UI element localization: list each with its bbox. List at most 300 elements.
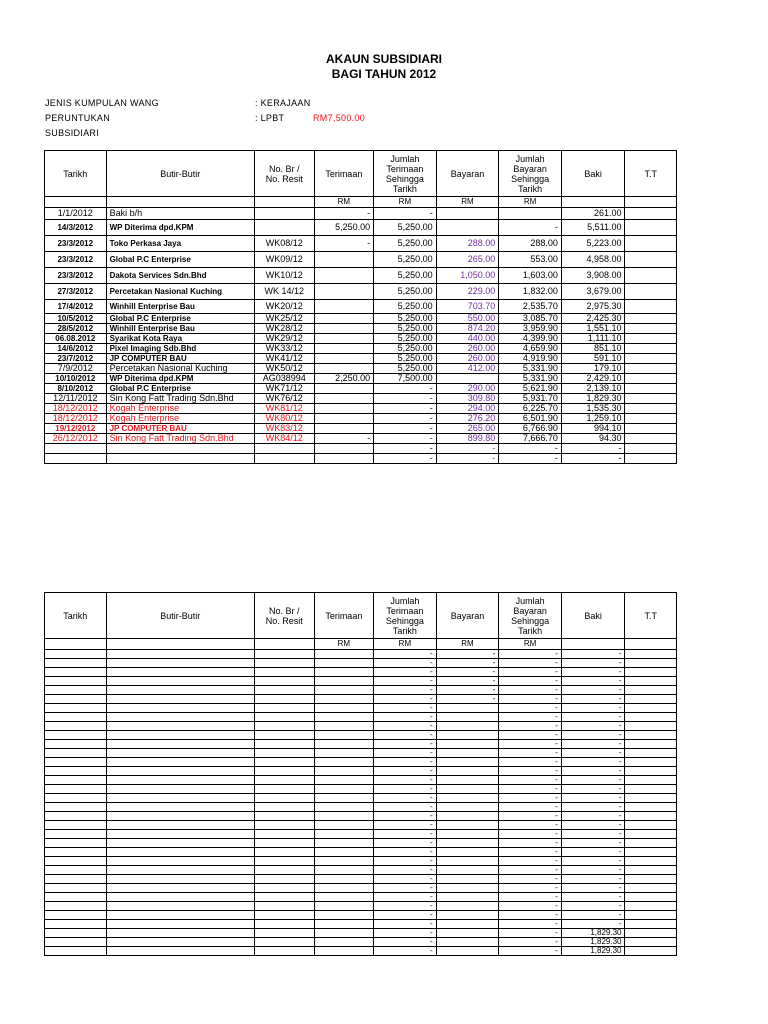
cell-baki: - <box>561 785 625 794</box>
cell-terimaan <box>314 334 374 344</box>
cell-baki: - <box>561 857 625 866</box>
cell-jumlah-bayaran: 1,832.00 <box>499 284 562 300</box>
cell-tarikh <box>45 803 107 812</box>
cell-bayaran <box>436 722 499 731</box>
rm-blank <box>254 639 314 650</box>
cell-bayaran <box>436 839 499 848</box>
cell-butir <box>106 713 254 722</box>
cell-butir <box>106 812 254 821</box>
cell-jumlah-bayaran: - <box>499 767 562 776</box>
cell-tarikh <box>45 686 107 695</box>
cell-bayaran: 874.20 <box>436 324 499 334</box>
table-row <box>45 300 677 314</box>
cell-jumlah-terimaan: 5,250.00 <box>374 284 437 300</box>
cell-baki: 1,111.10 <box>561 334 625 344</box>
cell-terimaan <box>314 785 374 794</box>
cell-jumlah-terimaan: - <box>374 866 437 875</box>
cell-butir: WP Diterima dpd.KPM <box>106 220 254 236</box>
cell-jumlah-bayaran: - <box>499 911 562 920</box>
col-resit-header <box>254 593 314 639</box>
cell-tt <box>625 364 677 374</box>
cell-tarikh <box>45 668 107 677</box>
page-title-line1: AKAUN SUBSIDIARI <box>325 52 442 66</box>
cell-jumlah-terimaan: - <box>374 812 437 821</box>
cell-resit: WK09/12 <box>254 252 314 268</box>
cell-terimaan: 2,250.00 <box>314 374 374 384</box>
cell-terimaan <box>314 314 374 324</box>
cell-tarikh <box>45 938 107 947</box>
jt-line1: Jumlah <box>390 153 420 164</box>
cell-jumlah-bayaran: - <box>499 947 562 956</box>
cell-tt <box>625 911 677 920</box>
cell-jumlah-bayaran: - <box>499 650 562 659</box>
cell-jumlah-bayaran: 4,919.90 <box>499 354 562 364</box>
cell-tt <box>625 384 677 394</box>
table-row <box>45 704 677 713</box>
cell-butir: Sin Kong Fatt Trading Sdn.Bhd <box>106 394 254 404</box>
cell-bayaran: - <box>436 444 499 454</box>
cell-resit <box>254 857 314 866</box>
cell-baki: - <box>561 884 625 893</box>
cell-tarikh: 06.08.2012 <box>45 334 107 344</box>
table-row <box>45 404 677 414</box>
cell-jumlah-bayaran: 4,659.90 <box>499 344 562 354</box>
cell-terimaan <box>314 364 374 374</box>
cell-jumlah-bayaran: - <box>499 659 562 668</box>
cell-terimaan <box>314 677 374 686</box>
cell-bayaran <box>436 758 499 767</box>
table-row <box>45 414 677 424</box>
cell-butir: Syarikat Kota Raya <box>106 334 254 344</box>
cell-jumlah-bayaran: 288.00 <box>499 236 562 252</box>
cell-tarikh <box>45 749 107 758</box>
cell-tarikh <box>45 740 107 749</box>
cell-baki: - <box>561 812 625 821</box>
cell-terimaan <box>314 857 374 866</box>
table-row <box>45 252 677 268</box>
cell-jumlah-terimaan: - <box>374 704 437 713</box>
rm-unit: RM <box>436 639 499 650</box>
cell-terimaan <box>314 794 374 803</box>
cell-jumlah-bayaran: 5,931.70 <box>499 394 562 404</box>
cell-tarikh: 8/10/2012 <box>45 384 107 394</box>
cell-tt <box>625 414 677 424</box>
cell-resit <box>254 208 314 220</box>
cell-baki: 591.10 <box>561 354 625 364</box>
rm-blank <box>625 197 677 208</box>
rm-blank <box>561 197 625 208</box>
table-row <box>45 384 677 394</box>
cell-baki: 1,829.30 <box>561 938 625 947</box>
col-terimaan-header: Terimaan <box>314 593 374 639</box>
rm-blank <box>45 639 107 650</box>
cell-tt <box>625 722 677 731</box>
cell-jumlah-terimaan: - <box>374 875 437 884</box>
cell-resit <box>254 767 314 776</box>
table-row <box>45 749 677 758</box>
cell-tt <box>625 830 677 839</box>
cell-bayaran <box>436 220 499 236</box>
cell-terimaan <box>314 444 374 454</box>
cell-butir <box>106 776 254 785</box>
cell-butir <box>106 920 254 929</box>
cell-terimaan <box>314 848 374 857</box>
cell-tt <box>625 767 677 776</box>
cell-jumlah-bayaran: - <box>499 677 562 686</box>
cell-tt <box>625 444 677 454</box>
table-row <box>45 208 677 220</box>
cell-butir <box>106 839 254 848</box>
table-row <box>45 444 677 454</box>
rm-blank <box>45 197 107 208</box>
cell-bayaran: 412.00 <box>436 364 499 374</box>
cell-tt <box>625 839 677 848</box>
cell-jumlah-bayaran: - <box>499 713 562 722</box>
cell-tt <box>625 334 677 344</box>
cell-baki: 1,829.30 <box>561 394 625 404</box>
cell-butir: Winhill Enterprise Bau <box>106 324 254 334</box>
cell-bayaran <box>436 848 499 857</box>
cell-resit: WK81/12 <box>254 404 314 414</box>
cell-baki: 3,908.00 <box>561 268 625 284</box>
cell-tarikh: 12/11/2012 <box>45 394 107 404</box>
table-row <box>45 830 677 839</box>
cell-terimaan <box>314 866 374 875</box>
jt-line1: Jumlah <box>390 595 420 606</box>
cell-butir <box>106 938 254 947</box>
cell-resit <box>254 911 314 920</box>
cell-tarikh <box>45 704 107 713</box>
cell-jumlah-terimaan: - <box>374 857 437 866</box>
cell-bayaran: 550.00 <box>436 314 499 324</box>
cell-bayaran: 229.00 <box>436 284 499 300</box>
cell-bayaran <box>436 740 499 749</box>
cell-jumlah-bayaran: - <box>499 839 562 848</box>
cell-terimaan <box>314 758 374 767</box>
cell-jumlah-terimaan: 5,250.00 <box>374 220 437 236</box>
cell-jumlah-terimaan: - <box>374 758 437 767</box>
cell-terimaan <box>314 384 374 394</box>
jb-line1: Jumlah <box>515 595 545 606</box>
cell-baki: 1,829.30 <box>561 947 625 956</box>
cell-terimaan <box>314 875 374 884</box>
cell-baki: 2,425.30 <box>561 314 625 324</box>
cell-tarikh <box>45 785 107 794</box>
cell-jumlah-terimaan: 5,250.00 <box>374 364 437 374</box>
cell-tarikh: 17/4/2012 <box>45 300 107 314</box>
rm-unit: RM <box>374 639 437 650</box>
table-row <box>45 424 677 434</box>
cell-tarikh <box>45 812 107 821</box>
cell-butir: Kogah Enterprise <box>106 404 254 414</box>
table-row <box>45 284 677 300</box>
cell-baki: - <box>561 444 625 454</box>
rm-blank <box>625 639 677 650</box>
table-row <box>45 668 677 677</box>
cell-baki: - <box>561 650 625 659</box>
cell-butir: Global P.C Enterprise <box>106 384 254 394</box>
cell-bayaran <box>436 704 499 713</box>
cell-jumlah-terimaan: - <box>374 893 437 902</box>
table-row <box>45 722 677 731</box>
cell-jumlah-bayaran: 5,621.90 <box>499 384 562 394</box>
cell-jumlah-terimaan: - <box>374 947 437 956</box>
cell-tarikh <box>45 659 107 668</box>
cell-jumlah-terimaan: - <box>374 785 437 794</box>
cell-jumlah-bayaran: 2,535.70 <box>499 300 562 314</box>
cell-bayaran: 265.00 <box>436 424 499 434</box>
cell-bayaran: 703.70 <box>436 300 499 314</box>
cell-terimaan <box>314 424 374 434</box>
cell-jumlah-terimaan: 7,500.00 <box>374 374 437 384</box>
cell-butir: Global P.C Enterprise <box>106 314 254 324</box>
cell-jumlah-bayaran: 5,331.90 <box>499 374 562 384</box>
rm-unit: RM <box>499 639 562 650</box>
table-row <box>45 767 677 776</box>
cell-tt <box>625 650 677 659</box>
cell-butir <box>106 767 254 776</box>
cell-butir <box>106 911 254 920</box>
peruntukan-label: PERUNTUKAN <box>45 113 111 123</box>
cell-baki: - <box>561 686 625 695</box>
cell-tt <box>625 920 677 929</box>
cell-baki: 261.00 <box>561 208 625 220</box>
cell-resit <box>254 695 314 704</box>
cell-resit: WK83/12 <box>254 424 314 434</box>
cell-tt <box>625 821 677 830</box>
cell-jumlah-bayaran: - <box>499 902 562 911</box>
table-row <box>45 785 677 794</box>
cell-terimaan <box>314 659 374 668</box>
cell-tt <box>625 803 677 812</box>
cell-resit <box>254 875 314 884</box>
cell-resit <box>254 668 314 677</box>
cell-terimaan <box>314 911 374 920</box>
cell-terimaan <box>314 812 374 821</box>
cell-bayaran: - <box>436 668 499 677</box>
cell-butir <box>106 893 254 902</box>
cell-resit <box>254 830 314 839</box>
cell-baki: 1,551.10 <box>561 324 625 334</box>
cell-terimaan <box>314 686 374 695</box>
cell-butir <box>106 929 254 938</box>
col-bayaran-header: Bayaran <box>436 593 499 639</box>
cell-baki: 1,829.30 <box>561 929 625 938</box>
cell-tt <box>625 208 677 220</box>
cell-resit <box>254 938 314 947</box>
cell-jumlah-bayaran: - <box>499 220 562 236</box>
cell-jumlah-bayaran: - <box>499 920 562 929</box>
cell-tarikh: 23/3/2012 <box>45 268 107 284</box>
cell-tt <box>625 740 677 749</box>
cell-resit <box>254 803 314 812</box>
cell-terimaan <box>314 947 374 956</box>
cell-bayaran <box>436 803 499 812</box>
cell-bayaran: - <box>436 650 499 659</box>
cell-butir <box>106 695 254 704</box>
cell-resit: WK 14/12 <box>254 284 314 300</box>
cell-resit: WK50/12 <box>254 364 314 374</box>
cell-bayaran <box>436 821 499 830</box>
cell-jumlah-bayaran: - <box>499 686 562 695</box>
cell-terimaan <box>314 731 374 740</box>
cell-baki: 3,679.00 <box>561 284 625 300</box>
cell-tt <box>625 938 677 947</box>
cell-terimaan <box>314 404 374 414</box>
cell-butir: Baki b/h <box>106 208 254 220</box>
peruntukan-value: : LPBT <box>255 113 285 123</box>
cell-bayaran <box>436 857 499 866</box>
jt-line4: Tarikh <box>392 625 417 636</box>
jenis-value: : KERAJAAN <box>255 98 311 108</box>
cell-terimaan <box>314 893 374 902</box>
cell-butir: Sin Kong Fatt Trading Sdn.Bhd <box>106 434 254 444</box>
cell-jumlah-terimaan: 5,250.00 <box>374 300 437 314</box>
cell-jumlah-bayaran: - <box>499 812 562 821</box>
cell-tarikh <box>45 677 107 686</box>
cell-butir <box>106 668 254 677</box>
cell-baki: - <box>561 659 625 668</box>
table-row <box>45 740 677 749</box>
cell-jumlah-terimaan: - <box>374 767 437 776</box>
col-tarikh-header: Tarikh <box>45 151 107 197</box>
cell-tt <box>625 776 677 785</box>
cell-bayaran: 288.00 <box>436 236 499 252</box>
cell-jumlah-terimaan: - <box>374 677 437 686</box>
cell-butir <box>106 686 254 695</box>
cell-resit <box>254 821 314 830</box>
cell-tarikh <box>45 830 107 839</box>
cell-tarikh: 10/5/2012 <box>45 314 107 324</box>
ledger-table-main <box>44 150 677 464</box>
table-row <box>45 911 677 920</box>
table-row <box>45 314 677 324</box>
table-row <box>45 324 677 334</box>
cell-bayaran: 290.00 <box>436 384 499 394</box>
cell-tarikh <box>45 875 107 884</box>
cell-butir <box>106 857 254 866</box>
cell-tt <box>625 314 677 324</box>
cell-jumlah-terimaan: - <box>374 722 437 731</box>
cell-tt <box>625 893 677 902</box>
cell-butir: JP COMPUTER BAU <box>106 424 254 434</box>
cell-resit <box>254 785 314 794</box>
cell-baki: - <box>561 830 625 839</box>
cell-jumlah-bayaran: - <box>499 893 562 902</box>
table-row <box>45 866 677 875</box>
cell-tt <box>625 236 677 252</box>
cell-jumlah-terimaan: - <box>374 749 437 758</box>
col-butir-header: Butir-Butir <box>106 151 254 197</box>
cell-resit: WK29/12 <box>254 334 314 344</box>
cell-tarikh <box>45 848 107 857</box>
col-baki-header: Baki <box>561 151 625 197</box>
cell-resit <box>254 713 314 722</box>
cell-tt <box>625 857 677 866</box>
table-row <box>45 454 677 464</box>
cell-jumlah-terimaan: - <box>374 884 437 893</box>
cell-jumlah-terimaan: - <box>374 686 437 695</box>
cell-tt <box>625 794 677 803</box>
cell-tarikh: 23/3/2012 <box>45 252 107 268</box>
cell-terimaan <box>314 920 374 929</box>
cell-butir <box>106 803 254 812</box>
cell-tarikh <box>45 920 107 929</box>
cell-terimaan <box>314 902 374 911</box>
col-bayaran-header: Bayaran <box>436 151 499 197</box>
cell-jumlah-terimaan: - <box>374 208 437 220</box>
cell-resit: WK08/12 <box>254 236 314 252</box>
cell-baki: 2,139.10 <box>561 384 625 394</box>
cell-jumlah-terimaan: 5,250.00 <box>374 268 437 284</box>
cell-tt <box>625 434 677 444</box>
cell-jumlah-bayaran: - <box>499 722 562 731</box>
cell-tt <box>625 902 677 911</box>
cell-bayaran <box>436 929 499 938</box>
cell-resit <box>254 659 314 668</box>
cell-tarikh: 18/12/2012 <box>45 404 107 414</box>
cell-tt <box>625 424 677 434</box>
cell-resit <box>254 722 314 731</box>
jb-line3: Sehingga <box>511 173 550 184</box>
cell-baki: - <box>561 866 625 875</box>
cell-bayaran <box>436 812 499 821</box>
table-row <box>45 686 677 695</box>
cell-jumlah-terimaan: - <box>374 803 437 812</box>
cell-resit: WK25/12 <box>254 314 314 324</box>
cell-tt <box>625 324 677 334</box>
cell-terimaan <box>314 454 374 464</box>
cell-butir <box>106 454 254 464</box>
cell-bayaran <box>436 938 499 947</box>
cell-baki: 1,535.30 <box>561 404 625 414</box>
cell-tarikh <box>45 767 107 776</box>
cell-jumlah-terimaan: - <box>374 938 437 947</box>
cell-resit: WK20/12 <box>254 300 314 314</box>
cell-terimaan <box>314 884 374 893</box>
cell-tt <box>625 344 677 354</box>
table-row <box>45 731 677 740</box>
col-resit-header <box>254 151 314 197</box>
cell-jumlah-bayaran: 6,225.70 <box>499 404 562 414</box>
cell-jumlah-terimaan: 5,250.00 <box>374 324 437 334</box>
cell-bayaran <box>436 749 499 758</box>
cell-resit <box>254 740 314 749</box>
cell-jumlah-bayaran: - <box>499 749 562 758</box>
cell-resit <box>254 686 314 695</box>
cell-resit: WK80/12 <box>254 414 314 424</box>
cell-bayaran: 265.00 <box>436 252 499 268</box>
cell-jumlah-terimaan: - <box>374 776 437 785</box>
cell-tt <box>625 374 677 384</box>
cell-tarikh: 23/3/2012 <box>45 236 107 252</box>
cell-butir <box>106 947 254 956</box>
cell-resit <box>254 812 314 821</box>
cell-butir <box>106 731 254 740</box>
table-row <box>45 268 677 284</box>
cell-tt <box>625 884 677 893</box>
cell-tarikh <box>45 902 107 911</box>
cell-tarikh: 26/12/2012 <box>45 434 107 444</box>
table-row <box>45 677 677 686</box>
cell-jumlah-terimaan: 5,250.00 <box>374 354 437 364</box>
cell-butir: Kogah Enterprise <box>106 414 254 424</box>
cell-jumlah-terimaan: - <box>374 794 437 803</box>
cell-resit <box>254 444 314 454</box>
cell-resit: WK33/12 <box>254 344 314 354</box>
cell-bayaran <box>436 884 499 893</box>
cell-resit: WK71/12 <box>254 384 314 394</box>
